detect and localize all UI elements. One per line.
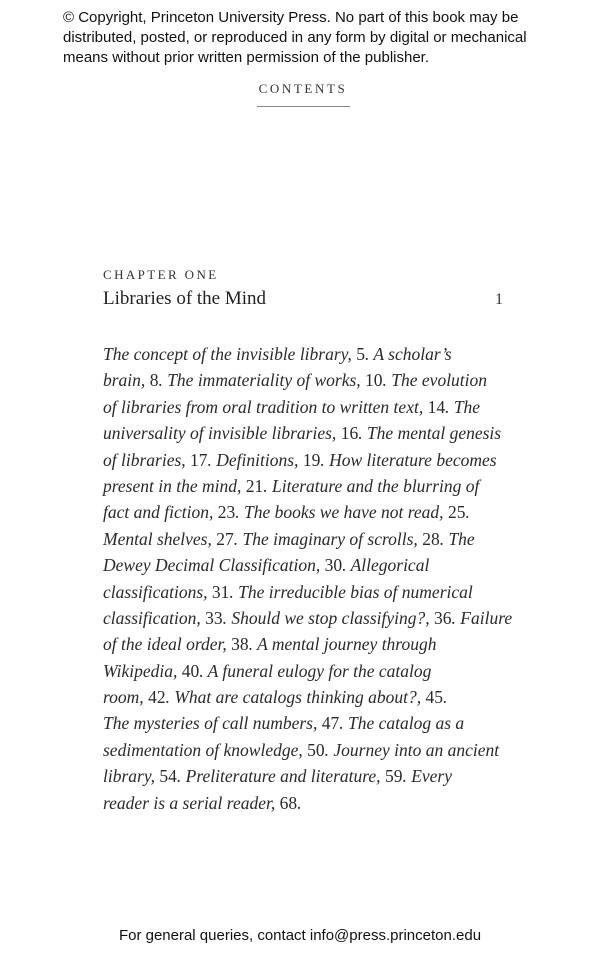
page-number: 36 (434, 607, 452, 628)
toc-line (103, 658, 523, 684)
toc-line (103, 710, 523, 736)
toc-line (103, 499, 523, 525)
page-number: 47 (321, 713, 340, 734)
section-title: . Preliterature and literature, (176, 766, 385, 787)
section-title: Wikipedia, (103, 660, 182, 681)
toc-line (103, 526, 523, 552)
chapter-subsections (103, 341, 523, 816)
page-number: 42 (148, 687, 166, 708)
section-title: Dewey Decimal Classification, (103, 555, 325, 576)
toc-line (103, 579, 523, 605)
page-number: 25 (447, 502, 466, 523)
page-number: 14 (427, 396, 446, 417)
page-number: 54 (159, 766, 177, 787)
page-number: 8 (149, 370, 159, 391)
toc-line (103, 420, 523, 446)
toc-line (103, 447, 523, 473)
section-title: . A mental journey through (248, 634, 437, 655)
section-title: of libraries from oral tradition to written text, (103, 396, 428, 417)
toc-line (103, 605, 523, 631)
page-number: 10 (365, 370, 383, 391)
section-title: . Definitions, (207, 449, 303, 470)
section-title: . (442, 687, 448, 708)
section-title: brain, (103, 370, 150, 391)
section-title: . Journey into an ancient (324, 739, 500, 760)
chapter-page-number: 1 (495, 291, 503, 308)
section-title: classifications, (103, 581, 212, 602)
toc-line (103, 473, 523, 499)
section-title: . The evolution (382, 370, 488, 391)
page-number: 31 (211, 581, 230, 602)
page-number: 50 (307, 739, 325, 760)
heading-divider (257, 106, 350, 107)
chapter-label: CHAPTER ONE (103, 267, 219, 282)
chapter-title: Libraries of the Mind (103, 288, 267, 309)
section-title: . The (439, 528, 475, 549)
page-number: 33 (205, 607, 223, 628)
section-title: . What are catalogs thinking about?, (165, 687, 426, 708)
section-title: . The irreducible bias of numerical (229, 581, 473, 602)
toc-line (103, 790, 523, 816)
section-title: universality of invisible libraries, (103, 423, 341, 444)
section-title: . (465, 502, 470, 523)
page-number: 19 (302, 449, 321, 470)
page-number: 27 (216, 528, 234, 549)
section-title: library, (103, 766, 160, 787)
page-number: 17 (190, 449, 208, 470)
page-number: 68 (279, 792, 298, 813)
page-number: 21 (245, 475, 264, 496)
section-title: . How literature becomes (320, 449, 497, 470)
section-title: of libraries, (103, 449, 191, 470)
section-title: . Failure (451, 607, 513, 628)
section-title: present in the mind, (103, 475, 246, 496)
section-title: sedimentation of knowledge, (103, 739, 308, 760)
section-title: . The immateriality of works, (158, 370, 366, 391)
page-number: 16 (340, 423, 359, 444)
section-title: . A scholar’s (364, 344, 452, 364)
page-number: 23 (217, 502, 236, 523)
page-number: 59 (384, 766, 403, 787)
section-title: . The books we have not read, (235, 502, 448, 523)
toc-line (103, 737, 523, 763)
toc-line (103, 684, 523, 710)
page-number: 30 (324, 555, 343, 576)
page-number: 45 (425, 687, 443, 708)
contents-heading: CONTENTS (258, 81, 348, 96)
section-title: . A funeral eulogy for the catalog (199, 660, 432, 681)
section-title: classification, (103, 607, 206, 628)
toc-line (103, 552, 523, 578)
page-number: 5 (356, 344, 365, 364)
section-title: . Literature and the blurring of (263, 475, 480, 496)
page-number: 38 (231, 634, 249, 655)
section-title: . The imaginary of scrolls, (233, 528, 423, 549)
toc-line (103, 763, 523, 789)
page-number: 40 (181, 660, 200, 681)
section-title: fact and fiction, (103, 502, 218, 523)
section-title: . The mental genesis (358, 423, 502, 444)
section-title: . Every (402, 766, 452, 787)
section-title: reader is a serial reader, (103, 792, 280, 813)
section-title: of the ideal order, (103, 634, 232, 655)
copyright-notice: © Copyright, Princeton University Press. No part of this book may be distributed, posted, or reproduced in any form by digital or mechanical means without prior written permission of the publisher. (63, 9, 527, 66)
section-title: . (297, 792, 302, 813)
section-title: Mental shelves, (103, 528, 217, 549)
section-title: The mysteries of call numbers, (103, 713, 322, 734)
section-title: The concept of the invisible library, (103, 344, 357, 364)
section-title: . The catalog as a (339, 713, 465, 734)
toc-line (103, 631, 523, 657)
section-title: . Allegorical (342, 555, 430, 576)
section-title: room, (103, 687, 149, 708)
section-title: . Should we stop classifying?, (222, 607, 435, 628)
footer-contact: For general queries, contact info@press.princeton.edu (118, 927, 482, 944)
toc-line (103, 367, 523, 393)
toc-line (103, 394, 523, 420)
page-number: 28 (422, 528, 440, 549)
section-title: . The (445, 396, 481, 417)
toc-line (103, 341, 523, 367)
